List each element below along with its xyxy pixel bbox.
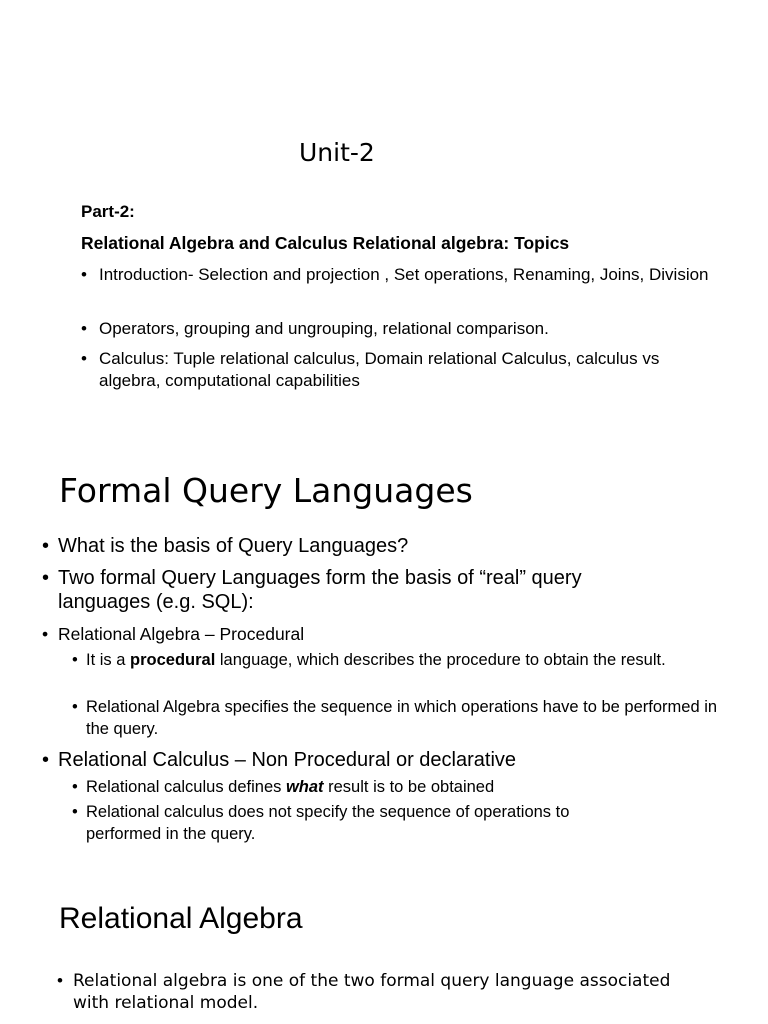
sub-bullet-calculus-what-post: result is to be obtained [323,778,495,796]
bullet-two-formal-languages: • Two formal Query Languages form the basis of “real” query languages (e.g. SQL): [58,566,658,614]
bullet-relational-algebra-definition: • Relational algebra is one of the two formal query language associated with relational model. [73,970,673,1014]
part-label: Part-2: [81,202,135,221]
topic-bullet-3: • Calculus: Tuple relational calculus, Domain relational Calculus, calculus vs algebra, computational capabilities [99,348,719,392]
sub-bullet-procedural-post: language, which describes the procedure to obtain the result. [215,651,666,669]
sub-bullet-calculus-what [86,776,726,798]
sub-bullet-procedural-pre: It is a [86,651,131,669]
bullet-basis-question: • What is the basis of Query Languages? [58,534,718,558]
slide-title-formal-query-languages: Formal Query Languages [59,471,473,510]
topics-heading: Relational Algebra and Calculus Relational algebra: Topics [81,233,570,253]
topic-bullet-2: • Operators, grouping and ungrouping, relational comparison. [99,318,719,340]
procedural-keyword: procedural [130,651,216,669]
sub-bullet-calculus-sequence: • Relational calculus does not specify the sequence of operations to performed in the query. [86,801,646,845]
slide-title-relational-algebra: Relational Algebra [59,902,303,935]
unit-title: Unit-2 [299,138,375,167]
bullet-relational-algebra: • Relational Algebra – Procedural [58,623,304,645]
sub-bullet-calculus-what-pre: Relational calculus defines [86,778,286,796]
bullet-relational-calculus: • Relational Calculus – Non Procedural or declarative [58,748,718,772]
sub-bullet-procedural [86,649,726,671]
sub-bullet-algebra-sequence: • Relational Algebra specifies the sequence in which operations have to be performed in the query. [86,696,726,740]
what-keyword: what [285,778,324,796]
topic-bullet-1: • Introduction- Selection and projection , Set operations, Renaming, Joins, Division [99,264,719,286]
